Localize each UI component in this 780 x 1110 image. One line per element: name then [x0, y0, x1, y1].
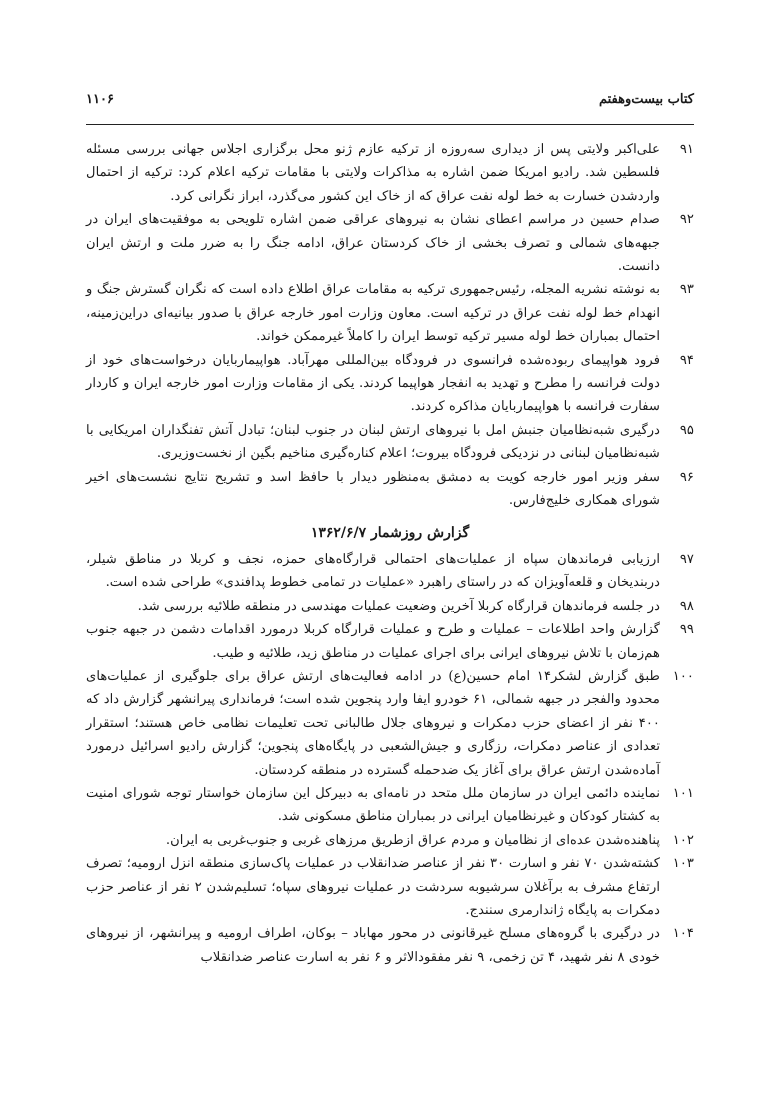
section-title: گزارش روزشمار ۱۳۶۲/۶/۷ — [310, 524, 470, 541]
page-body — [86, 138, 694, 969]
entry-text: در درگیری با گروه‌های مسلح غیرقانونی در محور مهاباد – بوکان، اطراف ارومیه و پیرانشهر، از نیروهای خودی ۸ نفر شهید، ۴ تن زخمی، ۹ نفر مفقودالاثر و ۶ نفر به اسارت عناصر ضدانقلاب — [86, 926, 660, 965]
entry-text: پناهنده‌شدن عده‌ای از نظامیان و مردم عراق ازطریق مرزهای غربی و جنوب‌غربی به ایران. — [165, 832, 660, 848]
entry-item — [86, 548, 694, 595]
entry-item — [86, 618, 694, 665]
entry-item — [86, 922, 694, 969]
entry-item — [86, 278, 694, 348]
entry-number: ۹۵ — [679, 422, 694, 438]
entry-number: ۱۰۱ — [672, 785, 694, 801]
entry-item — [86, 349, 694, 419]
entry-text: کشته‌شدن ۷۰ نفر و اسارت ۳۰ نفر از عناصر ضدانقلاب در عملیات پاک‌سازی منطقه انزل ارومیه؛ تصرف ارتفاع مشرف به برآغلان سرشیوبه سردشت در عملیات نیروهای سپاه؛ تسلیم‌شدن ۲ نفر از عناصر حزب دمکرات به پایگاه ژاندارمری سنندج. — [86, 856, 661, 918]
entry-text: در جلسه فرماندهان قرارگاه کربلا آخرین وضعیت عملیات مهندسی در منطقه طلائیه بررسی شد. — [137, 598, 660, 614]
entry-item — [86, 138, 694, 208]
entry-number: ۱۰۳ — [672, 856, 694, 872]
entry-number: ۹۴ — [679, 352, 694, 368]
entry-item — [86, 466, 694, 513]
entry-item — [86, 595, 694, 618]
entry-text: صدام حسین در مراسم اعطای نشان به نیروهای عراقی ضمن اشاره تلویحی به موفقیت‌های ایران در جبهه‌های شمالی و تصرف بخشی از خاک کردستان عراق، ادامه جنگ را به ضرر ملت و ارتش ایران دانست. — [86, 212, 660, 275]
entry-list-top — [86, 138, 694, 513]
entry-number: ۹۲ — [679, 212, 694, 228]
page-header — [86, 92, 694, 113]
entry-number: ۹۳ — [679, 282, 694, 298]
entry-item — [86, 665, 694, 782]
page-number: ۱۱۰۶ — [86, 92, 114, 107]
entry-number: ۱۰۰ — [672, 668, 694, 684]
entry-text: سفر وزیر امور خارجه کویت به دمشق به‌منظور دیدار با حافظ اسد و تشریح نتایج نشست‌های اخیر شورای همکاری خلیج‌فارس. — [86, 469, 660, 509]
entry-text: نماینده دائمی ایران در سازمان ملل متحد در نامه‌ای به دبیرکل این سازمان خواستار توجه شورای امنیت به کشتار کودکان و غیرنظامیان ایرانی در بمباران مناطق مسکونی شد. — [86, 785, 660, 825]
entry-item — [86, 208, 694, 278]
entry-number: ۹۶ — [679, 469, 694, 485]
entry-text: به نوشته نشریه المجله، رئیس‌جمهوری ترکیه به مقامات عراق اطلاع داده است که نگران گسترش جنگ و انهدام خط لوله نفت عراق در ترکیه است. معاون وزارت امور خارجه عراق با صدور بیانیه‌ای دراین‌زمینه، احتمال بمباران خط لوله مسیر ترکیه توسط ایران را کاملاً غیرممکن خواند. — [86, 282, 660, 345]
entry-text: طبق گزارش لشکر۱۴ امام حسین(ع) در ادامه فعالیت‌های ارتش عراق برای جلوگیری از عملیات‌های محدود والفجر در جبهه شمالی، ۶۱ خودرو ایفا وارد پنجوین شده است؛ فرمانداری پیرانشهر گزارش داد که ۴۰۰ نفر از اعضای حزب دمکرات و نیروهای جلال طالبانی تحت تعلیمات نظامی خاص هستند؛ استقرار تعدادی از عناصر دمکرات، رزگاری و جیش‌الشعبی در پایگاه‌های پنجوین؛ گزارش رادیو اسرائیل درمورد آماده‌شدن ارتش عراق برای آغاز یک ضدحمله گسترده در منطقه کردستان. — [86, 668, 660, 778]
entry-text: ارزیابی فرماندهان سپاه از عملیات‌های احتمالی قرارگاه‌های حمزه، نجف و کربلا در مناطق شیلر، دربندیخان و قلعه‌آویزان که در راستای راهبرد «عملیات در تمامی خطوط پدافندی» طراحی شده است. — [86, 551, 660, 591]
entry-item — [86, 419, 694, 466]
entry-list-bottom — [86, 548, 694, 969]
entry-item — [86, 829, 694, 852]
book-title: کتاب بیست‌وهفتم — [598, 92, 694, 107]
entry-text: فرود هواپیمای ربوده‌شده فرانسوی در فرودگاه بین‌المللی مهرآباد. هواپیماربایان درخواست‌های خود از دولت فرانسه را مطرح و تهدید به انفجار هواپیما کردند. یکی از مقامات وزارت امور خارجه ایران و کاردار سفارت فرانسه با هواپیماربایان مذاکره کردند. — [86, 352, 660, 415]
header-divider — [86, 124, 694, 125]
entry-number: ۹۱ — [679, 142, 694, 157]
entry-number: ۹۷ — [679, 551, 694, 567]
entry-item — [86, 852, 694, 922]
entry-number: ۱۰۴ — [672, 926, 694, 942]
entry-text: علی‌اکبر ولایتی پس از دیداری سه‌روزه از ترکیه عازم ژنو محل برگزاری اجلاس جهانی بررسی مسئله فلسطین شد. رادیو امریکا ضمن اشاره به مذاکرات ولایتی با مقامات ترکیه اعلام کرد: ترکیه از احتمال واردشدن خسارت به خط لوله نفت عراق که از خاک این کشور می‌گذرد، ابراز نگرانی کرد. — [86, 142, 660, 204]
entry-text: درگیری شبه‌نظامیان جنبش امل با نیروهای ارتش لبنان در جنوب لبنان؛ تبادل آتش تفنگداران امریکایی با شبه‌نظامیان لبنانی در نزدیکی فرودگاه بیروت؛ اعلام کناره‌گیری مناخیم بگین از نخست‌وزیری. — [86, 422, 660, 462]
entry-number: ۱۰۲ — [672, 832, 694, 848]
entry-item — [86, 782, 694, 829]
entry-text: گزارش واحد اطلاعات – عملیات و طرح و عملیات قرارگاه کربلا درمورد اقدامات دشمن در جبهه جنوب هم‌زمان با تلاش نیروهای ایرانی برای اجرای عملیات در مناطق زید، طلائیه و طیب. — [86, 622, 660, 661]
entry-number: ۹۹ — [679, 622, 694, 638]
entry-number: ۹۸ — [679, 598, 694, 614]
